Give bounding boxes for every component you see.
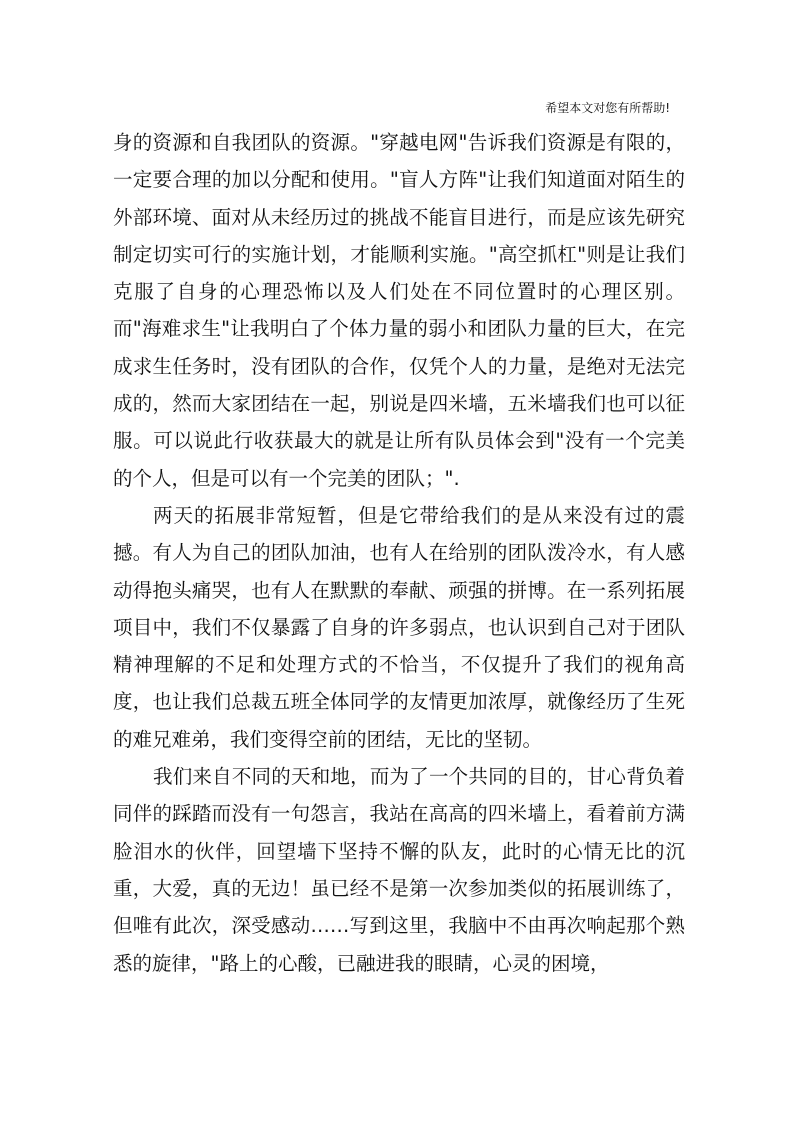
paragraph-four-meter-wall: 我们来自不同的天和地，而为了一个共同的目的，甘心背负着同伴的踩踏而没有一句怨言，我站在高高的四米墙上，看着前方满脸泪水的伙伴，回望墙下坚持不懈的队友，此时的心情无比的沉重，大爱，真的无边！虽已经不是第一次参加类似的拓展训练了，但唯有此次，深受感动……写到这里，我脑中不由再次响起那个熟悉的旋律，"路上的心酸，已融进我的眼睛，心灵的困境，: [113, 765, 685, 975]
document-body: [113, 124, 685, 982]
header-note: 希望本文对您有所帮助!: [545, 101, 670, 115]
paragraph-expansion-impact: 两天的拓展非常短暂，但是它带给我们的是从来没有过的震撼。有人为自己的团队加油，也有人在给别的团队泼冷水，有人感动得抱头痛哭，也有人在默默的奉献、顽强的拼博。在一系列拓展项目中，我们不仅暴露了自身的许多弱点，也认识到自己对于团队精神理解的不足和处理方式的不恰当，不仅提升了我们的视角高度，也让我们总裁五班全体同学的友情更加浓厚，就像经历了生死的难兄难弟，我们变得空前的团结，无比的坚韧。: [113, 503, 685, 751]
paragraph-continued: 身的资源和自我团队的资源。"穿越电网"告诉我们资源是有限的，一定要合理的加以分配和使用。"盲人方阵"让我们知道面对陌生的外部环境、面对从未经历过的挑战不能盲目进行，而是应该先研究制定切实可行的实施计划，才能顺利实施。"高空抓杠"则是让我们克服了自身的心理恐怖以及人们处在不同位置时的心理区别。而"海难求生"让我明白了个体力量的弱小和团队力量的巨大，在完成求生任务时，没有团队的合作，仅凭个人的力量，是绝对无法完成的，然而大家团结在一起，别说是四米墙，五米墙我们也可以征服。可以说此行收获最大的就是让所有队员体会到"没有一个完美的个人，但是可以有一个完美的团队；".: [113, 131, 685, 490]
